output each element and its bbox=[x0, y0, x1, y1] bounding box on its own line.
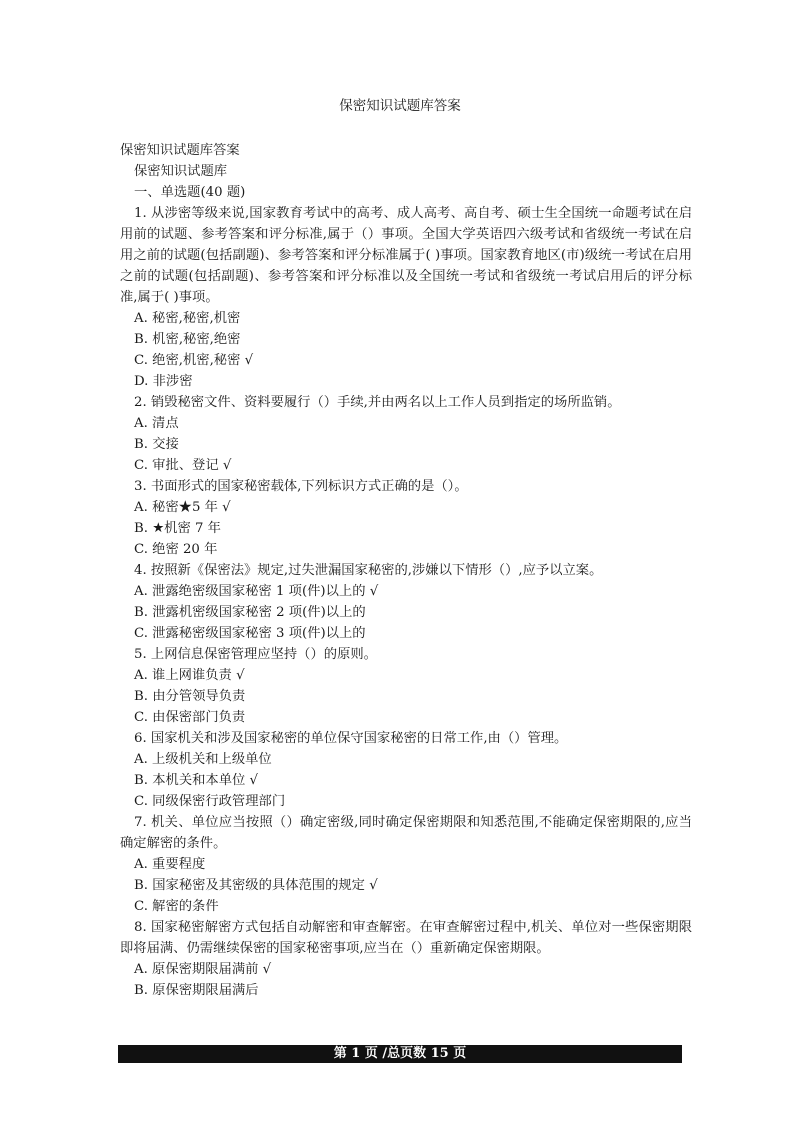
option: C. 解密的条件 bbox=[134, 899, 219, 914]
option: B. ★机密 7 年 bbox=[134, 521, 221, 536]
section-heading: 一、单选题(40 题) bbox=[134, 185, 246, 200]
option: B. 原保密期限届满后 bbox=[134, 983, 259, 998]
question-2 bbox=[120, 392, 692, 476]
question-7 bbox=[120, 812, 692, 917]
question-text: 5. 上网信息保密管理应坚持（）的原则。 bbox=[134, 647, 377, 662]
question-text: 3. 书面形式的国家秘密载体,下列标识方式正确的是（）。 bbox=[134, 479, 468, 494]
option: C. 由保密部门负责 bbox=[134, 710, 246, 725]
question-6 bbox=[120, 728, 692, 812]
document-body bbox=[120, 140, 692, 1001]
option: B. 机密,秘密,绝密 bbox=[134, 332, 241, 347]
question-text: 2. 销毁秘密文件、资料要履行（）手续,并由两名以上工作人员到指定的场所监销。 bbox=[134, 395, 621, 410]
option: A. 上级机关和上级单位 bbox=[134, 752, 272, 767]
option: B. 国家秘密及其密级的具体范围的规定 √ bbox=[134, 878, 378, 893]
question-8 bbox=[120, 917, 692, 1001]
option: A. 重要程度 bbox=[134, 857, 206, 872]
option: B. 交接 bbox=[134, 437, 179, 452]
question-1 bbox=[120, 203, 692, 392]
option: A. 谁上网谁负责 √ bbox=[134, 668, 245, 683]
option: B. 泄露机密级国家秘密 2 项(件)以上的 bbox=[134, 605, 366, 620]
option: A. 秘密★5 年 √ bbox=[134, 500, 231, 515]
option: B. 本机关和本单位 √ bbox=[134, 773, 259, 788]
option: C. 同级保密行政管理部门 bbox=[134, 794, 286, 809]
page-footer bbox=[118, 1045, 682, 1063]
question-text: 6. 国家机关和涉及国家秘密的单位保守国家秘密的日常工作,由（）管理。 bbox=[134, 731, 568, 746]
option: A. 原保密期限届满前 √ bbox=[134, 962, 272, 977]
option: D. 非涉密 bbox=[134, 374, 193, 389]
body-heading: 保密知识试题库答案 bbox=[120, 143, 240, 158]
question-text: 8. 国家秘密解密方式包括自动解密和审查解密。在审查解密过程中,机关、单位对一些保密期限即将届满、仍需继续保密的国家秘密事项,应当在（）重新确定保密期限。 bbox=[120, 920, 692, 956]
question-text: 4. 按照新《保密法》规定,过失泄漏国家秘密的,涉嫌以下情形（）,应予以立案。 bbox=[134, 563, 603, 578]
question-text: 7. 机关、单位应当按照（）确定密级,同时确定保密期限和知悉范围,不能确定保密期限的,应当确定解密的条件。 bbox=[120, 815, 692, 851]
option: C. 绝密,机密,秘密 √ bbox=[134, 353, 254, 368]
option: A. 秘密,秘密,机密 bbox=[134, 311, 241, 326]
page-number-label: 第 1 页 /总页数 15 页 bbox=[333, 1046, 467, 1061]
option: A. 清点 bbox=[134, 416, 179, 431]
body-subheading: 保密知识试题库 bbox=[134, 164, 228, 179]
question-4 bbox=[120, 560, 692, 644]
question-5 bbox=[120, 644, 692, 728]
option: C. 审批、登记 √ bbox=[134, 458, 232, 473]
option: A. 泄露绝密级国家秘密 1 项(件)以上的 √ bbox=[134, 584, 379, 599]
option: C. 泄露秘密级国家秘密 3 项(件)以上的 bbox=[134, 626, 366, 641]
option: C. 绝密 20 年 bbox=[134, 542, 218, 557]
question-3 bbox=[120, 476, 692, 560]
document-title: 保密知识试题库答案 bbox=[339, 98, 461, 114]
question-text: 1. 从涉密等级来说,国家教育考试中的高考、成人高考、高自考、硕士生全国统一命题考试在启用前的试题、参考答案和评分标准,属于（）事项。全国大学英语四六级考试和省级统一考试在启用之前的试题(包括副题)、参考答案和评分标准属于( )事项。国家教育地区(市)级统一考试在启用之前的试题(包括副题)、参考答案和评分标准以及全国统一考试和省级统一考试启用后的评分标准,属于( )事项。 bbox=[120, 206, 692, 305]
option: B. 由分管领导负责 bbox=[134, 689, 246, 704]
